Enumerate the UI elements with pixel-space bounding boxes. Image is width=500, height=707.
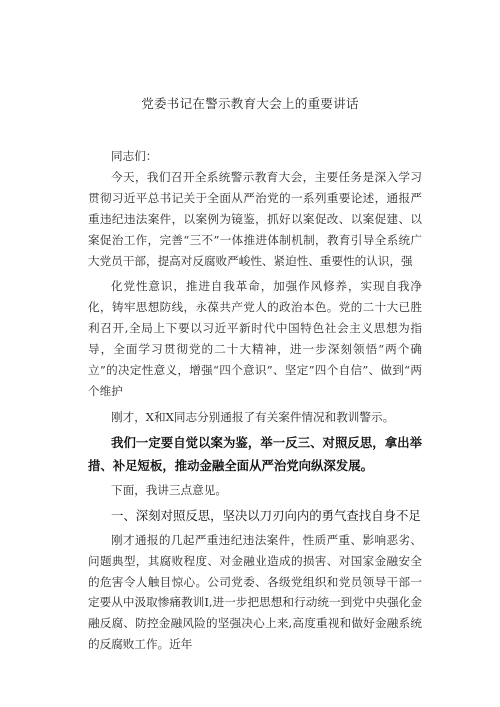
section-heading: 一、深刻对照反思，坚决以刀刃向内的勇气查找自身不足: [111, 507, 421, 523]
transition-paragraph: 下面，我讲三点意见。: [111, 482, 227, 497]
document-title: 党委书记在警示教育大会上的重要讲话: [141, 96, 359, 111]
salutation: 同志们：: [111, 149, 158, 163]
emphasis-paragraph: 我们一定要自觉以案为鉴，举一反三、对照反思，拿出举措、补足短板，推动金融全面从严治党向纵深发展。: [88, 434, 422, 473]
body-paragraph: 今天，我们召开全系统警示教育大会，主要任务是深入学习贯彻习近平总书记关于全面从严治党的一系列重要论述，通报严重违纪违法案件，以案例为镜鉴，抓好以案促改、以案促建、以案促治工作，完善“三不”一体推进体制机制，教育引导全系统广大党员干部，提高对反腐败严峻性、紧迫性、重要性的认识，强: [88, 169, 422, 268]
section-paragraph: 刚才通报的几起严重违纪违法案件，性质严重、影响恶劣、问题典型，其腐败程度、对金融业造成的损害、对国家金融安全的危害令人触目惊心。公司党委、各级党组织和党员领导干部一定要从中汲取惨痛教训I,进一步把思想和行动统一到党中央强化金融反腐、防控金融风险的坚强决心上来,高度重视和做好金融系统的反腐败工作。近年: [88, 532, 422, 652]
body-paragraph: 化党性意识，推进自我革命，加强作风修养，实现自我净化，铸牢思想防线，永葆共产党人的政治本色。党的二十大已胜利召开,全局上下要以习近平新时代中国特色社会主义思想为指导，全面学习贯彻党的二十大精神，进一步深刻领悟“两个确立”的决定性意义，增强“四个意识”、坚定”四个自信”、做到“两个维护: [88, 279, 422, 398]
document-body: [88, 146, 422, 655]
body-paragraph: 刚才，X和X同志分别通报了有关案件情况和教训警示。: [111, 409, 395, 424]
